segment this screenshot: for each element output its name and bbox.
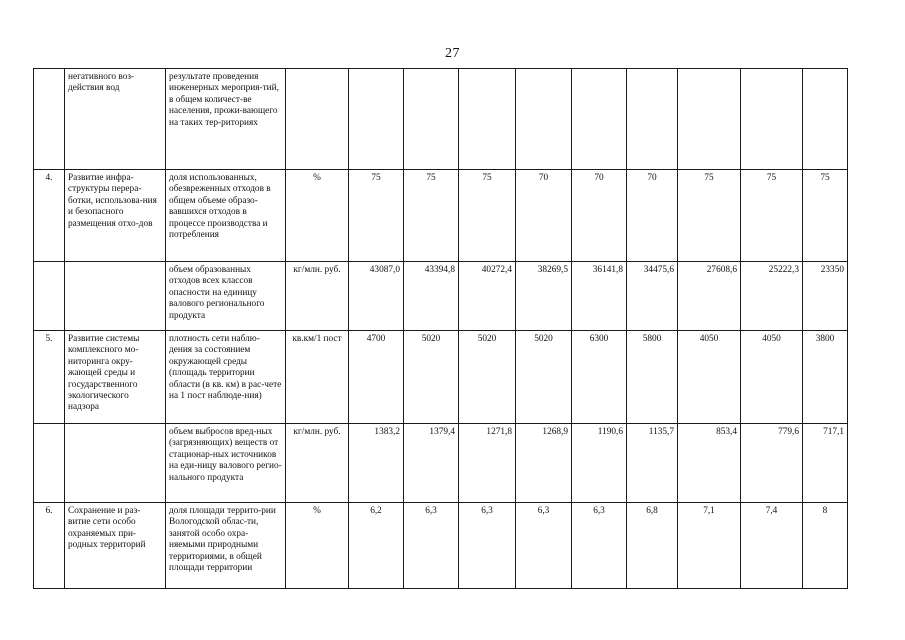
value-cell — [678, 69, 741, 170]
task-cell — [65, 262, 166, 331]
value-cell: 853,4 — [678, 424, 741, 503]
value-cell — [627, 69, 678, 170]
table-row — [34, 424, 848, 503]
table-row — [34, 262, 848, 331]
value-cell: 3800 — [803, 331, 848, 424]
value-cell: 43087,0 — [349, 262, 404, 331]
table-row — [34, 331, 848, 424]
value-cell: 6,3 — [516, 503, 572, 589]
value-cell: 43394,8 — [404, 262, 459, 331]
value-cell: 7,4 — [741, 503, 803, 589]
value-cell: 1379,4 — [404, 424, 459, 503]
value-cell: 70 — [572, 170, 627, 262]
value-cell: 5020 — [459, 331, 516, 424]
indicator-cell: объем образованных отходов всех классов опасности на единицу валового регионального продукта — [166, 262, 286, 331]
row-number — [34, 69, 65, 170]
value-cell: 1190,6 — [572, 424, 627, 503]
value-cell: 75 — [459, 170, 516, 262]
value-cell: 25222,3 — [741, 262, 803, 331]
value-cell: 1135,7 — [627, 424, 678, 503]
page-number: 27 — [445, 46, 460, 61]
task-cell — [65, 424, 166, 503]
value-cell — [404, 69, 459, 170]
value-cell: 75 — [678, 170, 741, 262]
value-cell: 75 — [803, 170, 848, 262]
value-cell: 6,8 — [627, 503, 678, 589]
row-number — [34, 424, 65, 503]
task-cell: Сохранение и раз-витие сети особо охраняемых при-родных территорий — [65, 503, 166, 589]
value-cell: 23350 — [803, 262, 848, 331]
value-cell: 6,3 — [572, 503, 627, 589]
value-cell: 38269,5 — [516, 262, 572, 331]
value-cell: 27608,6 — [678, 262, 741, 331]
row-number: 6. — [34, 503, 65, 589]
indicator-cell: плотность сети наблю-дения за состоянием окружающей среды (площадь территории области (в кв. км) в рас-чете на 1 пост наблюде-ния) — [166, 331, 286, 424]
value-cell: 75 — [349, 170, 404, 262]
row-number: 4. — [34, 170, 65, 262]
task-cell: Развитие системы комплексного мо-ниторинга окру-жающей среды и государственного экологического надзора — [65, 331, 166, 424]
value-cell: 4700 — [349, 331, 404, 424]
value-cell: 6,3 — [404, 503, 459, 589]
value-cell: 75 — [404, 170, 459, 262]
value-cell: 5020 — [516, 331, 572, 424]
indicator-cell: доля использованных, обезвреженных отходов в общем объеме образо-вавшихся отходов в процессе производства и потребления — [166, 170, 286, 262]
value-cell — [459, 69, 516, 170]
table-row — [34, 503, 848, 589]
unit-cell — [286, 69, 349, 170]
value-cell: 4050 — [741, 331, 803, 424]
value-cell: 34475,6 — [627, 262, 678, 331]
value-cell — [741, 69, 803, 170]
task-cell: Развитие инфра-структуры перера-ботки, использова-ния и безопасного размещения отхо-дов — [65, 170, 166, 262]
value-cell: 70 — [516, 170, 572, 262]
unit-cell: кг/млн. руб. — [286, 262, 349, 331]
indicator-cell: объем выбросов вред-ных (загрязняющих) веществ от стационар-ных источников на еди-ницу валового регио-нального продукта — [166, 424, 286, 503]
value-cell: 1268,9 — [516, 424, 572, 503]
value-cell: 1383,2 — [349, 424, 404, 503]
row-number — [34, 262, 65, 331]
value-cell: 7,1 — [678, 503, 741, 589]
value-cell — [516, 69, 572, 170]
value-cell: 6300 — [572, 331, 627, 424]
table-row — [34, 69, 848, 170]
value-cell: 6,3 — [459, 503, 516, 589]
value-cell — [572, 69, 627, 170]
value-cell: 717,1 — [803, 424, 848, 503]
value-cell — [349, 69, 404, 170]
indicator-cell: доля площади террито-рии Вологодской облас-ти, занятой особо охра-няемыми природными территориями, в общей площади территории — [166, 503, 286, 589]
value-cell: 75 — [741, 170, 803, 262]
row-number: 5. — [34, 331, 65, 424]
value-cell: 6,2 — [349, 503, 404, 589]
unit-cell: кв.км/1 пост — [286, 331, 349, 424]
unit-cell: % — [286, 503, 349, 589]
value-cell: 36141,8 — [572, 262, 627, 331]
table-row — [34, 170, 848, 262]
value-cell — [803, 69, 848, 170]
value-cell: 70 — [627, 170, 678, 262]
value-cell: 779,6 — [741, 424, 803, 503]
value-cell: 8 — [803, 503, 848, 589]
value-cell: 5800 — [627, 331, 678, 424]
task-cell: негативного воз-действия вод — [65, 69, 166, 170]
indicator-cell: результате проведения инженерных мероприя-тий, в общем количест-ве населения, прожи-вающего на таких тер-риториях — [166, 69, 286, 170]
value-cell: 40272,4 — [459, 262, 516, 331]
indicators-table — [33, 68, 848, 589]
value-cell: 1271,8 — [459, 424, 516, 503]
value-cell: 5020 — [404, 331, 459, 424]
value-cell: 4050 — [678, 331, 741, 424]
unit-cell: кг/млн. руб. — [286, 424, 349, 503]
unit-cell: % — [286, 170, 349, 262]
